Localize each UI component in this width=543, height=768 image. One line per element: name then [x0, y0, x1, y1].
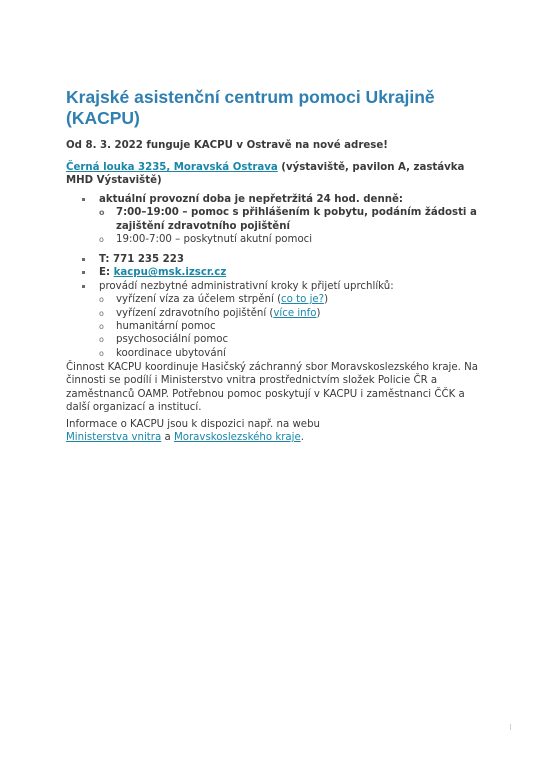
list-item: o humanitární pomoc	[99, 320, 496, 333]
info-suffix: .	[300, 432, 304, 444]
intro-text: Od 8. 3. 2022 funguje KACPU v Ostravě na nové adrese!	[66, 140, 388, 151]
hours-sublist	[99, 206, 496, 246]
info-prefix: Informace o KACPU jsou k dispozici např. na webu	[66, 419, 320, 430]
list-item: o 7:00–19:00 – pomoc s přihlášením k pobytu, podáním žádosti a zajištění zdravotního pojištění	[99, 206, 496, 233]
list-item: o psychosociální pomoc	[99, 333, 496, 346]
hours-list	[66, 193, 496, 247]
admin-label: provádí nezbytné administrativní kroky k přijetí uprchlíků:	[99, 280, 394, 292]
coordination-paragraph: Činnost KACPU koordinuje Hasičský záchranný sbor Moravskoslezského kraje. Na činnosti se podílí i Ministerstvo vnitra prostřednictvím složek Policie ČR a zaměstnanců OAMP. Potřebnou pomoc poskytují v KACPU i zaměstnanci ČČK a další organizací a institucí.	[66, 362, 478, 414]
admin-item	[66, 280, 496, 360]
email-link[interactable]: kacpu@msk.izscr.cz	[113, 267, 227, 279]
visa-info-link[interactable]: co to je?	[281, 294, 325, 306]
list-item: o 19:00-7:00 – poskytnutí akutní pomoci	[99, 233, 496, 246]
insurance-info-link[interactable]: více info	[273, 307, 317, 319]
list-item	[99, 293, 496, 306]
email-item	[66, 266, 496, 279]
list-item	[66, 193, 496, 247]
address-paragraph	[66, 161, 476, 188]
page-title: Krajské asistenční centrum pomoci Ukrajině (KACPU)	[66, 87, 435, 128]
item-text: )	[324, 294, 329, 306]
address-details: (výstaviště, pavilon A, zastávka MHD Výstaviště)	[66, 162, 465, 187]
address-link[interactable]: Černá louka 3235, Moravská Ostrava	[66, 162, 278, 173]
region-link[interactable]: Moravskoslezského kraje	[173, 432, 301, 444]
scan-mark	[510, 724, 511, 730]
phone-item: T: 771 235 223	[66, 253, 496, 266]
admin-sublist	[99, 293, 496, 360]
ministry-link[interactable]: Ministerstva vnitra	[66, 432, 162, 444]
contact-list	[66, 253, 496, 360]
email-prefix: E:	[99, 267, 114, 279]
list-item	[99, 307, 496, 320]
item-text: vyřízení zdravotního pojištění (	[116, 307, 274, 319]
hours-label: aktuální provozní doba je nepřetržitá 24 hod. denně:	[99, 194, 403, 205]
info-paragraph	[66, 418, 366, 445]
item-text: )	[316, 307, 321, 319]
info-middle: a	[161, 432, 174, 444]
item-text: vyřízení víza za účelem strpění (	[116, 294, 282, 306]
list-item: o koordinace ubytování	[99, 347, 496, 360]
